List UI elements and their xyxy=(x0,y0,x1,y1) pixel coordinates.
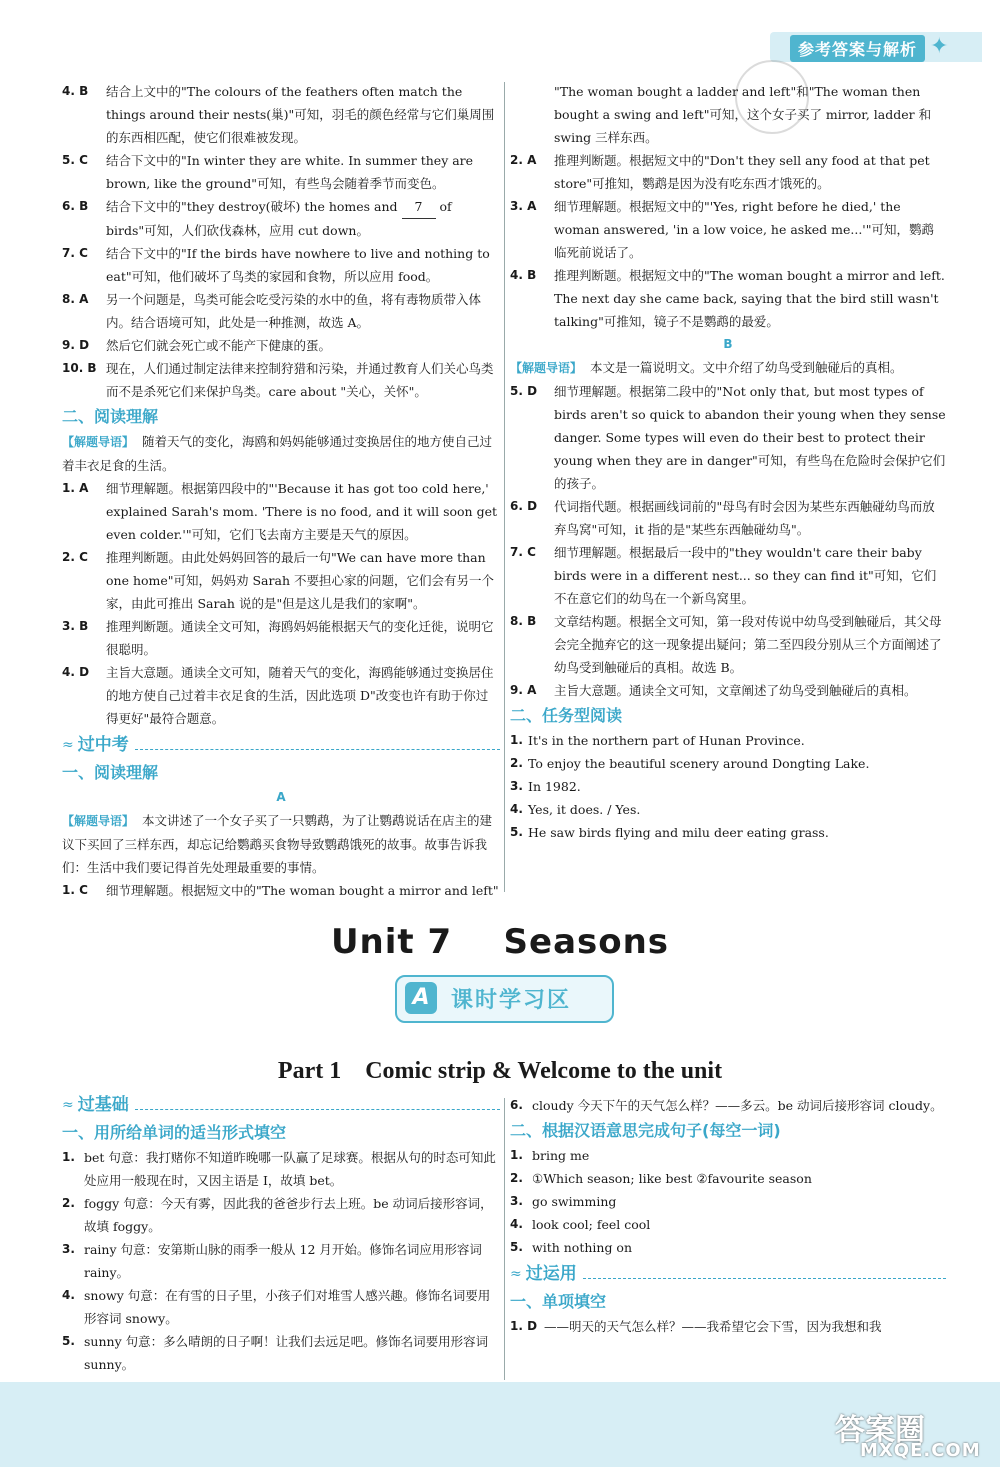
watermark-url: MXQE.COM xyxy=(860,1440,981,1461)
answer-item: 3. A 细节理解题。根据短文中的"'Yes, right before he died,' the woman answered, 'in a low voice, he asked me...'"可知，鹦鹉临死前说话了。 xyxy=(510,199,934,260)
rocket-icon: ✦ xyxy=(930,34,949,59)
answer-item: 4. B 推理判断题。根据短文中的"The woman bought a mirror and left. The next day she came back, saying that the bird still wasn't talking"可推知，镜子不是鹦鹉的最爱。 xyxy=(510,268,945,329)
section-heading: 一、单项填空 xyxy=(510,1292,607,1311)
guide-note: 【解题导语】 本文讲述了一个女子买了一只鹦鹉，为了让鹦鹉说话在店主的建议下买回了三样东西，却忘记给鹦鹉买食物导致鹦鹉饿死的故事。故事告诉我们：生活中我们要记得首先处理最重要的事情。 xyxy=(62,813,493,875)
answer-item: 3. go swimming xyxy=(510,1194,617,1209)
wave-icon: ≈ xyxy=(62,1097,74,1113)
kao-bar: ≈ 过中考 xyxy=(62,734,500,757)
answer-item: 2. ①Which season; like best ②favourite season xyxy=(510,1171,812,1186)
wave-icon: ≈ xyxy=(62,737,74,753)
lesson-badge xyxy=(395,975,614,1023)
left-column-bottom xyxy=(62,1094,500,1376)
wave-icon: ≈ xyxy=(510,1266,522,1282)
guide-note: 【解题导语】 随着天气的变化，海鸥和妈妈能够通过变换居住的地方使自己过着丰衣足食的生活。 xyxy=(62,434,493,473)
answer-item: 1. D ——明天的天气怎么样？——我希望它会下雪，因为我想和我 xyxy=(510,1319,882,1334)
answer-item: 8. B 文章结构题。根据全文可知，第一段对传说中幼鸟受到触碰后，其父母会完全抛弃它的这一现象提出疑问；第二至四段分别从三个方面阐述了幼鸟受到触碰后的真相。故选 B。 xyxy=(510,614,942,675)
answer-item: 6. B 结合下文中的"they destroy(破坏) the homes and 7 of birds"可知，人们砍伐森林，应用 cut down。 xyxy=(62,195,500,242)
answer-item-continued: "The woman bought a ladder and left"和"The woman then bought a swing and left"可知，这个女子买了 mirror, ladder 和 swing 三样东西。 xyxy=(554,84,932,145)
answer-item: 4. B 结合上文中的"The colours of the feathers often match the things around their nests(巢)"可知，羽毛的颜色经常与它们巢周围的东西相匹配，使它们很难被发现。 xyxy=(62,84,495,145)
answer-item: 1. bring me xyxy=(510,1148,590,1163)
answer-item: 6. cloudy 今天下午的天气怎么样？——多云。be 动词后接形容词 cloudy。 xyxy=(510,1098,943,1113)
answer-item: 3. rainy 句意：安第斯山脉的雨季一般从 12 月开始。修饰名词应用形容词 rainy。 xyxy=(62,1242,482,1280)
guide-note: 【解题导语】 本文是一篇说明文。文中介绍了幼鸟受到触碰后的真相。 xyxy=(510,360,903,375)
answer-item: 7. C 结合下文中的"If the birds have nowhere to live and nothing to eat"可知，他们破坏了鸟类的家园和食物，所以应用 food。 xyxy=(62,246,490,284)
answer-item: 5. C 结合下文中的"In winter they are white. In summer they are brown, like the ground"可知，有些鸟会随着季节而变色。 xyxy=(62,153,474,191)
answer-item: 5. sunny 句意：多么晴朗的日子啊！让我们去远足吧。修饰名词要用形容词 sunny。 xyxy=(62,1334,489,1372)
blank-number: 7 xyxy=(402,195,436,219)
answer-item: 9. A 主旨大意题。通读全文可知，文章阐述了幼鸟受到触碰后的真相。 xyxy=(510,683,917,698)
section-heading: 二、根据汉语意思完成句子(每空一词) xyxy=(510,1121,781,1140)
section-heading: 二、阅读理解 xyxy=(62,407,159,426)
jichu-bar: ≈ 过基础 xyxy=(62,1094,500,1117)
right-column-bottom xyxy=(510,1094,946,1338)
column-divider xyxy=(504,1098,505,1380)
answer-item: 1. It's in the northern part of Hunan Province. xyxy=(510,733,805,748)
answer-item: 3. In 1982. xyxy=(510,779,581,794)
section-heading: 一、阅读理解 xyxy=(62,763,159,782)
answer-item: 5. D 细节理解题。根据第二段中的"Not only that, but most types of birds aren't so quick to abandon their young when they sense danger. Some types will even do their best to protect their young when they are in danger"可知，有些鸟在危险时会保护它们的孩子。 xyxy=(510,384,946,491)
answer-item: 1. C 细节理解题。根据短文中的"The woman bought a mirror and left" xyxy=(62,883,499,898)
answer-item: 2. A 推理判断题。根据短文中的"Don't they sell any food at that pet store"可推知，鹦鹉是因为没有吃东西才饿死的。 xyxy=(510,153,930,191)
answer-item: 4. Yes, it does. / Yes. xyxy=(510,802,641,817)
answer-item: 2. foggy 句意：今天有雾，因此我的爸爸步行去上班。be 动词后接形容词，故填 foggy。 xyxy=(62,1196,493,1234)
answer-item: 6. D 代词指代题。根据画线词前的"母鸟有时会因为某些东西触碰幼鸟而放弃鸟窝"可知，it 指的是"某些东西触碰幼鸟"。 xyxy=(510,499,935,537)
right-column xyxy=(510,80,946,844)
watermark-logo: 答案圈 xyxy=(835,1413,925,1448)
unit-title: Unit 7 Seasons xyxy=(330,922,670,962)
answer-item: 4. look cool; feel cool xyxy=(510,1217,651,1232)
answer-item: 2. C 推理判断题。由此处妈妈回答的最后一句"We can have more than one home"可知，妈妈劝 Sarah 不要担心家的问题，它们会有另一个家，由此可推出 Sarah 说的是"但是这儿是我们的家啊"。 xyxy=(62,550,494,611)
answer-item: 5. He saw birds flying and milu deer eating grass. xyxy=(510,825,829,840)
answer-item: 1. bet 句意：我打赌你不知道昨晚哪一队赢了足球赛。根据从句的时态可知此处应用一般现在时，又因主语是 I，故填 bet。 xyxy=(62,1150,496,1188)
header-label: 参考答案与解析 xyxy=(790,35,925,62)
answer-item: 9. D 然后它们就会死亡或不能产下健康的蛋。 xyxy=(62,338,332,353)
passage-label: A xyxy=(276,790,286,804)
answer-item: 4. D 主旨大意题。通读全文可知，随着天气的变化，海鸥能够通过变换居住的地方使自己过着丰衣足食的生活，因此选项 D"改变也许有助于你过得更好"最符合题意。 xyxy=(62,665,494,726)
answer-item: 5. with nothing on xyxy=(510,1240,632,1255)
left-column xyxy=(62,80,500,902)
part-title: Part 1 Comic strip & Welcome to the unit xyxy=(277,1058,723,1084)
answer-item: 3. B 推理判断题。通读全文可知，海鸥妈妈能根据天气的变化迁徙，说明它很聪明。 xyxy=(62,619,494,657)
badge-letter: A xyxy=(405,982,437,1014)
answer-item: 8. A 另一个问题是，鸟类可能会吃受污染的水中的鱼，将有毒物质带入体内。结合语境可知，此处是一种推测，故选 A。 xyxy=(62,292,482,330)
answer-item: 2. To enjoy the beautiful scenery around Dongting Lake. xyxy=(510,756,870,771)
yunyong-bar: ≈ 过运用 xyxy=(510,1263,946,1286)
answer-item: 1. A 细节理解题。根据第四段中的"'Because it has got too cold here,' explained Sarah's mom. 'There is no food, and it will soon get even colder.'"可知，它们飞去南方主要是天气的原因。 xyxy=(62,481,497,542)
passage-label: B xyxy=(723,337,733,351)
badge-label: 课时学习区 xyxy=(451,988,572,1013)
answer-item: 7. C 细节理解题。根据最后一段中的"they wouldn't care their baby birds were in a different nest... so they can find it"可知，它们不在意它们的幼鸟在一个新鸟窝里。 xyxy=(510,545,937,606)
section-heading: 一、用所给单词的适当形式填空 xyxy=(62,1123,287,1142)
column-divider xyxy=(504,82,505,892)
answer-item: 4. snowy 句意：在有雪的日子里，小孩子们对堆雪人感兴趣。修饰名词要用形容词 snowy。 xyxy=(62,1288,491,1326)
answer-item: 10. B 现在，人们通过制定法律来控制狩猎和污染，并通过教育人们关心鸟类而不是杀死它们来保护鸟类。care about "关心，关怀"。 xyxy=(62,361,494,399)
section-heading: 二、任务型阅读 xyxy=(510,706,623,725)
